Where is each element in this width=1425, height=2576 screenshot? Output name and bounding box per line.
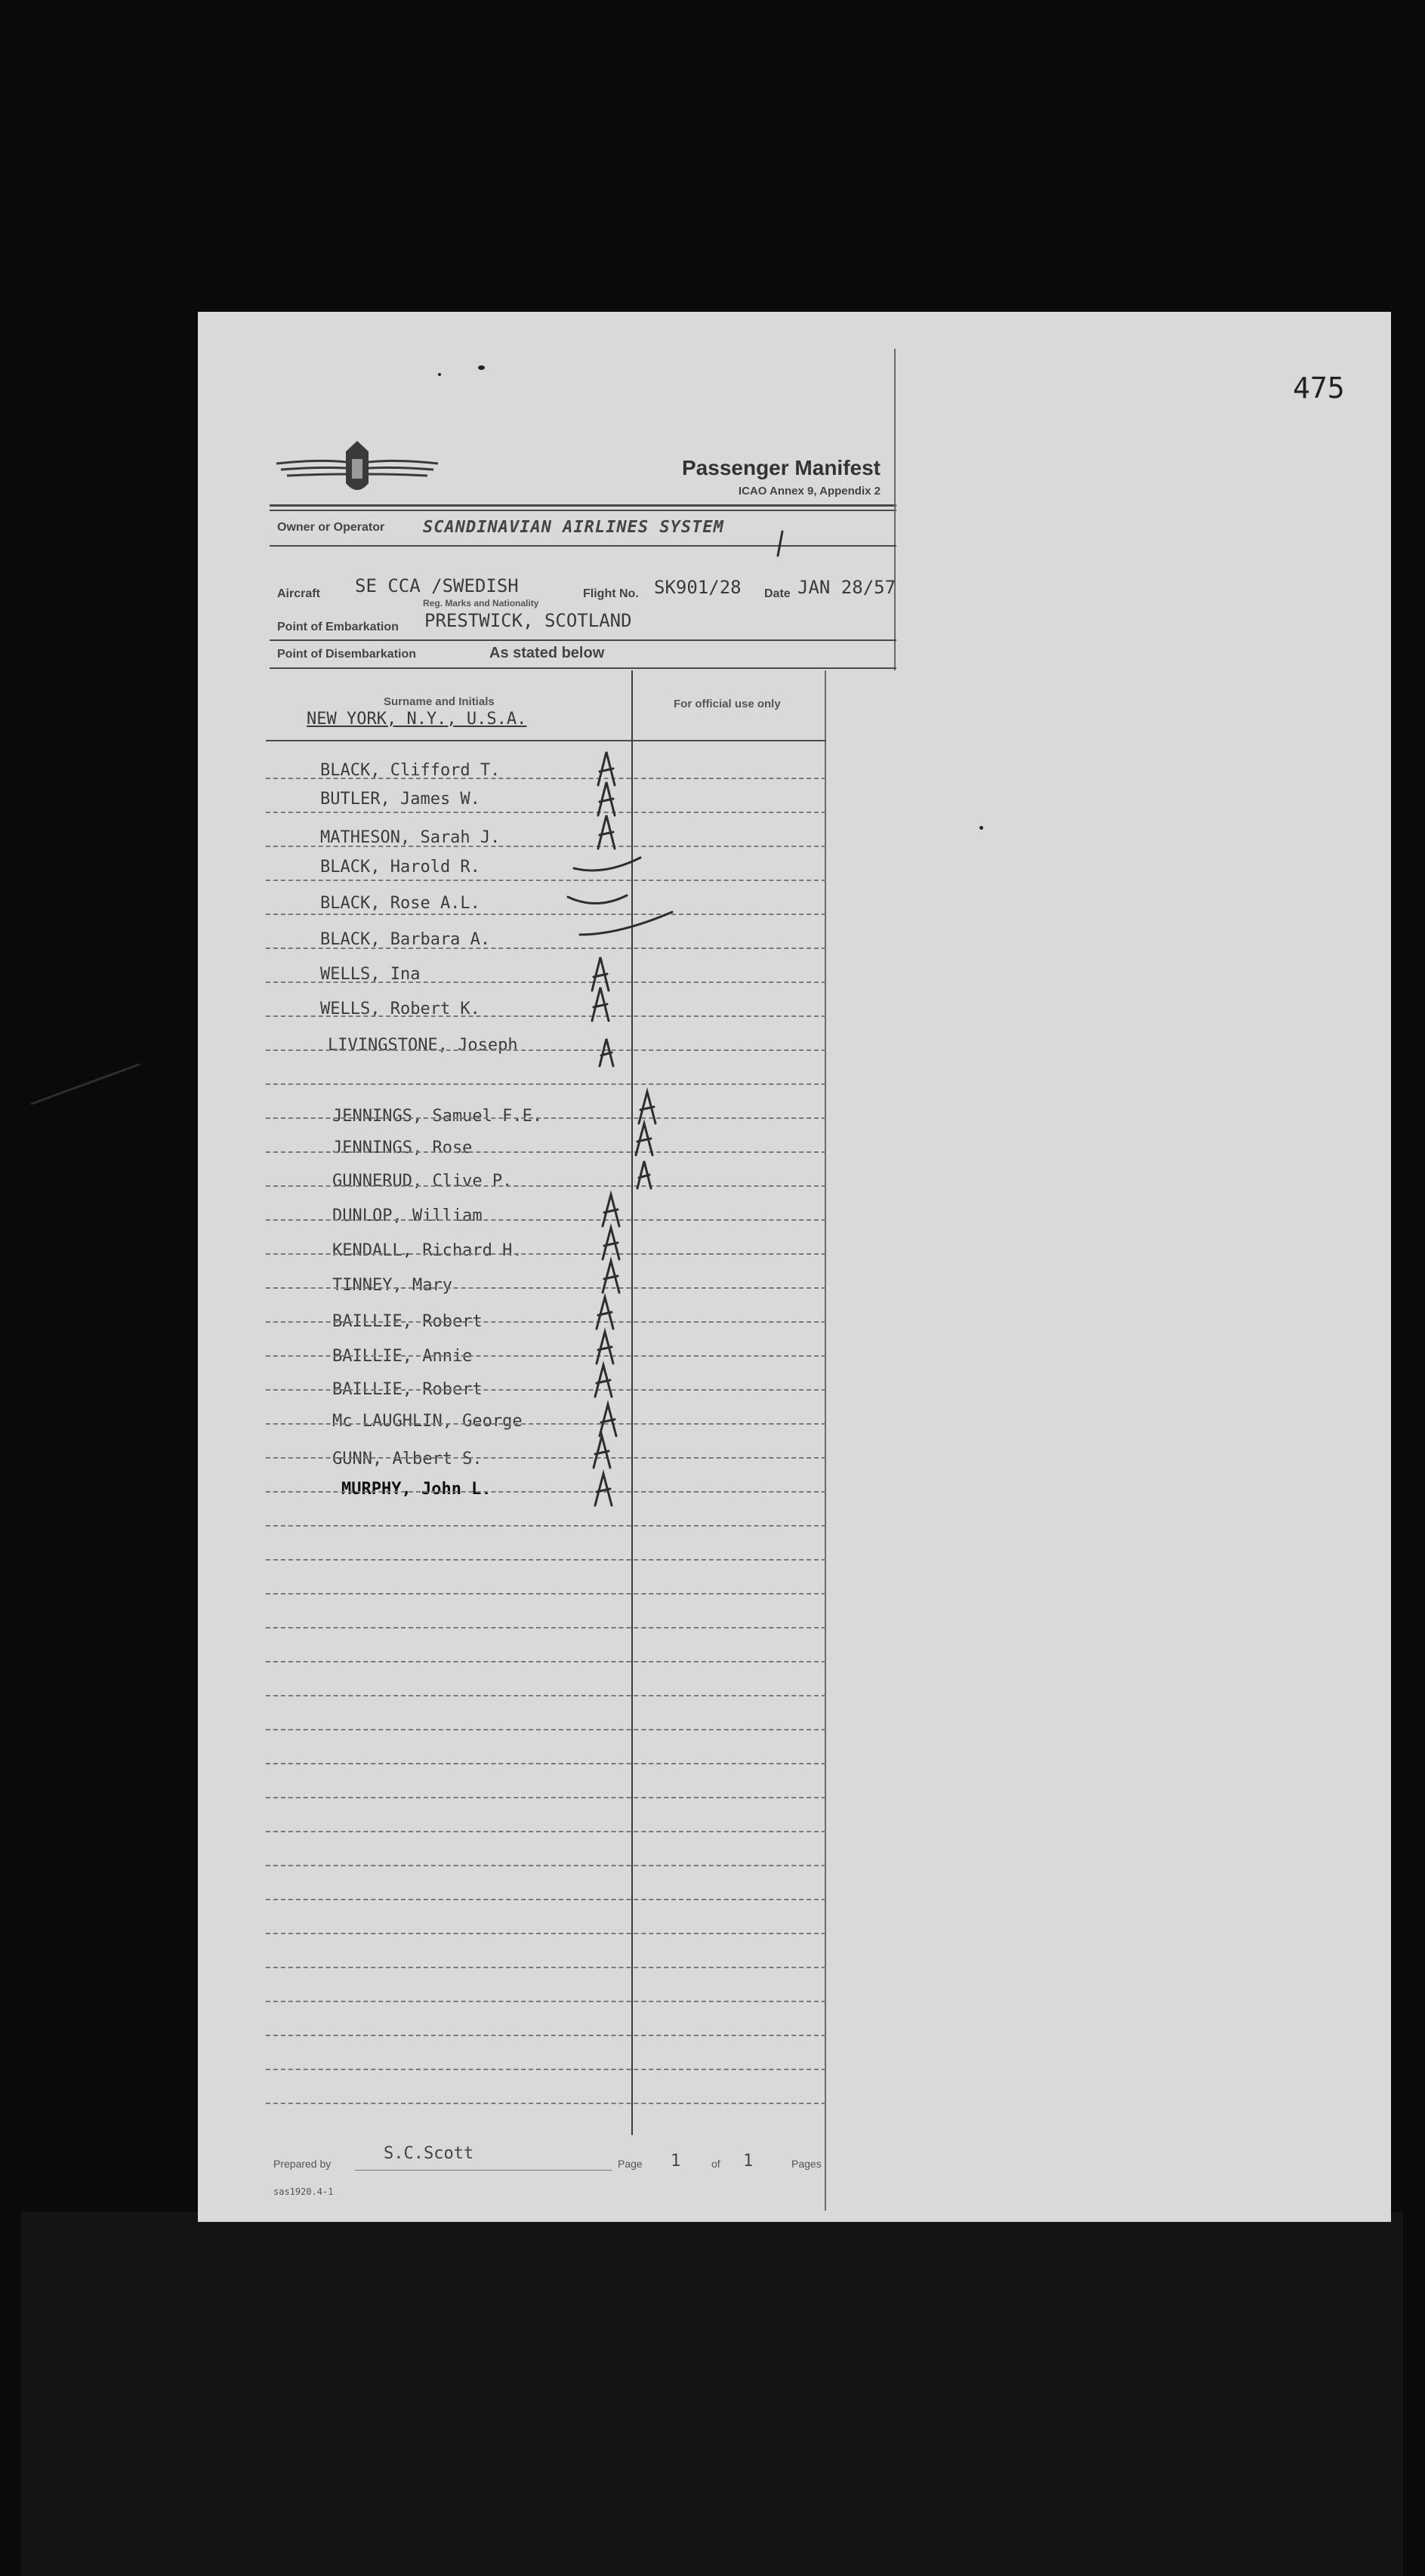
clearance-mark [637, 1161, 651, 1188]
passenger-name: BLACK, Harold R. [320, 858, 480, 877]
clearance-mark [598, 782, 615, 815]
passenger-name: BAILLIE, Robert [332, 1380, 483, 1399]
embarkation-label: Point of Embarkation [277, 621, 399, 633]
passenger-name: KENDALL, Richard H. [332, 1241, 523, 1260]
clearance-mark [598, 815, 615, 849]
clearance-mark [594, 1436, 610, 1468]
clearance-mark [603, 1261, 619, 1293]
prepared-by-label: Prepared by [273, 2158, 332, 2170]
passenger-name: BLACK, Barbara A. [320, 930, 491, 949]
passenger-name: BUTLER, James W. [320, 790, 480, 809]
form-code: sas1920.4-1 [273, 2186, 334, 2197]
passenger-name: BLACK, Clifford T. [320, 761, 501, 780]
scratch-mark [32, 1065, 139, 1104]
clearance-mark [595, 1474, 612, 1505]
date-label: Date [764, 587, 791, 600]
passenger-name: BAILLIE, Robert [332, 1312, 483, 1331]
passenger-name: GUNN, Albert S. [332, 1450, 483, 1468]
page-label: Page [618, 2158, 643, 2170]
destination-heading: NEW YORK, N.Y., U.S.A. [307, 710, 527, 729]
tick-mark [580, 912, 672, 935]
clearance-mark [595, 1365, 612, 1397]
passenger-name: BAILLIE, Annie [332, 1347, 473, 1366]
aircraft-label: Aircraft [277, 587, 320, 600]
pages-label: Pages [791, 2158, 822, 2170]
passenger-name: WELLS, Ina [320, 965, 421, 984]
passenger-name: JENNINGS, Samuel F.E. [332, 1107, 543, 1126]
aircraft-sublabel: Reg. Marks and Nationality [423, 598, 539, 609]
clearance-mark [598, 752, 615, 785]
owner-value: SCANDINAVIAN AIRLINES SYSTEM [423, 518, 724, 537]
passenger-name: LIVINGSTONE, Joseph [328, 1036, 518, 1055]
clearance-mark [597, 1332, 613, 1363]
passenger-name: MATHESON, Sarah J. [320, 828, 501, 847]
clearance-mark [600, 1039, 613, 1066]
passenger-name: DUNLOP, William [332, 1206, 483, 1225]
passenger-name: BLACK, Rose A.L. [320, 894, 480, 913]
passenger-name: TINNEY, Mary [332, 1276, 452, 1295]
page-value: 1 [671, 2152, 681, 2171]
passenger-name: Mc LAUGHLIN, George [332, 1412, 523, 1431]
form-title: Passenger Manifest [682, 456, 881, 479]
date-value: JAN 28/57 [797, 577, 896, 598]
clearance-mark [636, 1123, 652, 1155]
prepared-by-value: S.C.Scott [384, 2144, 474, 2163]
clearance-mark [597, 1297, 613, 1329]
clearance-mark [603, 1228, 619, 1259]
slash-mark [778, 532, 782, 556]
official-column-header: For official use only [674, 698, 781, 710]
flight-value: SK901/28 [654, 577, 742, 598]
owner-label: Owner or Operator [277, 521, 385, 534]
archive-page-number: 475 [1293, 371, 1345, 405]
disembarkation-value: As stated below [489, 645, 605, 661]
clearance-mark [603, 1194, 619, 1226]
passenger-name: GUNNERUD, Clive P. [332, 1172, 513, 1191]
passenger-name: JENNINGS, Rose [332, 1139, 473, 1157]
footer-rule [355, 2170, 612, 2171]
clearance-mark [600, 1404, 616, 1436]
tick-mark [568, 895, 627, 904]
clearance-mark [592, 957, 609, 991]
of-label: of [711, 2158, 720, 2170]
clearance-mark [639, 1092, 655, 1123]
passenger-name: MURPHY, John L. [341, 1480, 492, 1499]
disembarkation-label: Point of Disembarkation [277, 648, 417, 661]
flight-label: Flight No. [583, 587, 639, 600]
page-total-value: 1 [743, 2152, 754, 2171]
surname-column-header: Surname and Initials [384, 695, 495, 708]
aircraft-value: SE CCA /SWEDISH [355, 575, 519, 596]
tick-mark [574, 858, 640, 870]
clearance-mark [592, 988, 609, 1021]
form-subtitle: ICAO Annex 9, Appendix 2 [738, 485, 881, 498]
passenger-name: WELLS, Robert K. [320, 1000, 480, 1018]
embarkation-value: PRESTWICK, SCOTLAND [424, 610, 632, 631]
